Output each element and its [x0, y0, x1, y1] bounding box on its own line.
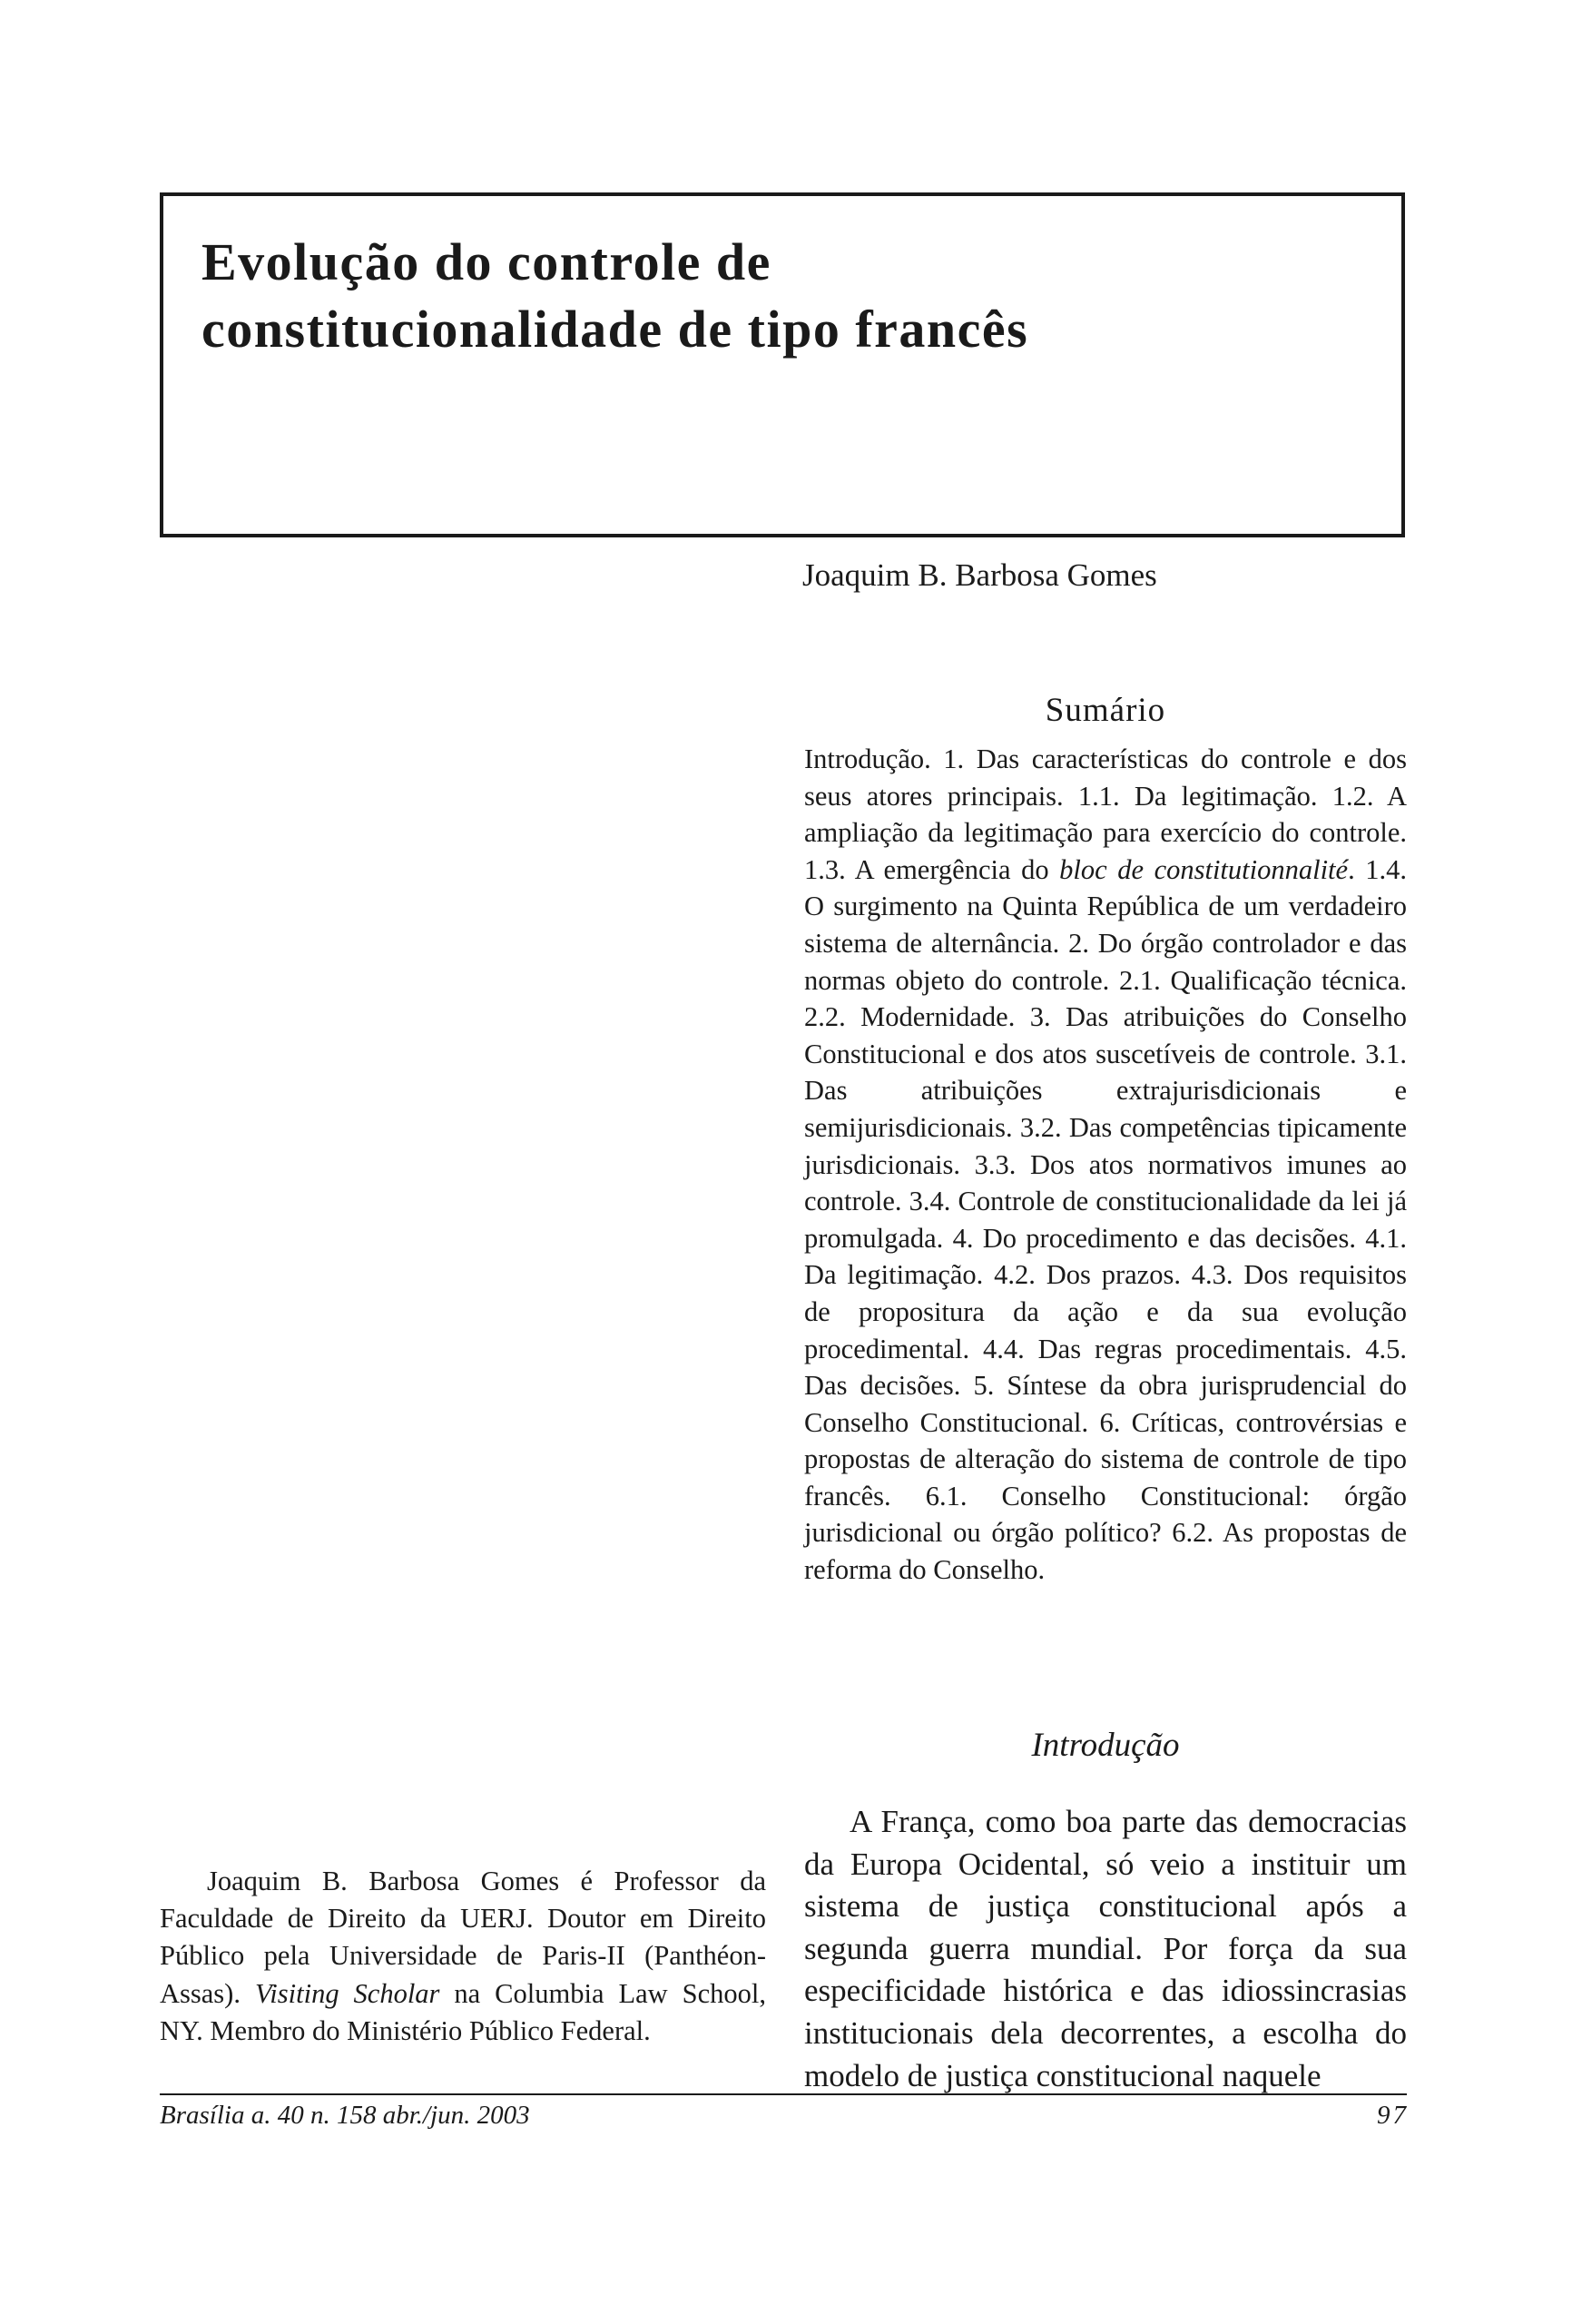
footer-journal-info: Brasília a. 40 n. 158 abr./jun. 2003	[160, 2101, 530, 2130]
introduction-text: A França, como boa parte das democracias da Europa Ocidental, só veio a instituir um sistema de justiça constitucional após a segunda guerra mundial. Por força da sua especificidade histórica e das idiossincrasias institucionais dela decorrentes, a escolha do modelo de justiça constitucional naquele	[804, 1804, 1407, 2093]
summary-text-part-1: Introdução. 1. Das características do controle e dos seus atores principais. 1.1. Da legitimação. 1.2. A ampliação da legitimação para exercício do controle. 1.3. A emergência do	[804, 743, 1407, 885]
summary-text-part-2: . 1.4. O surgimento na Quinta República de um verdadeiro sistema de alternância. 2. Do órgão controlador e das normas objeto do controle. 2.1. Qualificação técnica. 2.2. Modernidade. 3. Das atribuições do Conselho Constitucional e dos atos suscetíveis de controle. 3.1. Das atribuições extrajurisdicionais e semijurisdicionais. 3.2. Das competências tipicamente jurisdicionais. 3.3. Dos atos normativos imunes ao controle. 3.4. Controle de constitucionalidade da lei já promulgada. 4. Do procedimento e das decisões. 4.1. Da legitimação. 4.2. Dos prazos. 4.3. Dos requisitos de propositura da ação e da sua evolução procedimental. 4.4. Das regras procedimentais. 4.5. Das decisões. 5. Síntese da obra jurisprudencial do Conselho Constitucional. 6. Críticas, controvérsias e propostas de alteração do sistema de controle de tipo francês. 6.1. Conselho Constitucional: órgão jurisdicional ou órgão político? 6.2. As propostas de reforma do Conselho.	[804, 853, 1407, 1586]
summary-text	[804, 741, 1407, 1589]
author-note	[160, 1863, 766, 2050]
summary-italic-term: bloc de constitutionnalité	[1059, 853, 1349, 885]
article-title-line-1: Evolução do controle de	[201, 232, 771, 291]
article-title-line-2: constitucionalidade de tipo francês	[201, 300, 1029, 359]
title-box	[160, 192, 1405, 537]
summary-heading: Sumário	[1045, 692, 1166, 729]
page-number: 97	[1377, 2101, 1409, 2130]
author-note-part-1: Joaquim B. Barbosa Gomes é Professor da Faculdade de Direito da UERJ. Doutor em Direito Público pela Universidade de Paris-II (Panthéon-Assas).	[160, 1866, 766, 2009]
footer-divider	[160, 2093, 1407, 2095]
author-note-italic-term: Visiting Scholar	[254, 1977, 440, 2009]
author-note-part-2: na Columbia Law School, NY. Membro do Ministério Público Federal.	[160, 1977, 766, 2046]
article-title	[201, 229, 1028, 363]
author-name: Joaquim B. Barbosa Gomes	[802, 557, 1157, 593]
introduction-heading: Introdução	[1031, 1727, 1180, 1764]
